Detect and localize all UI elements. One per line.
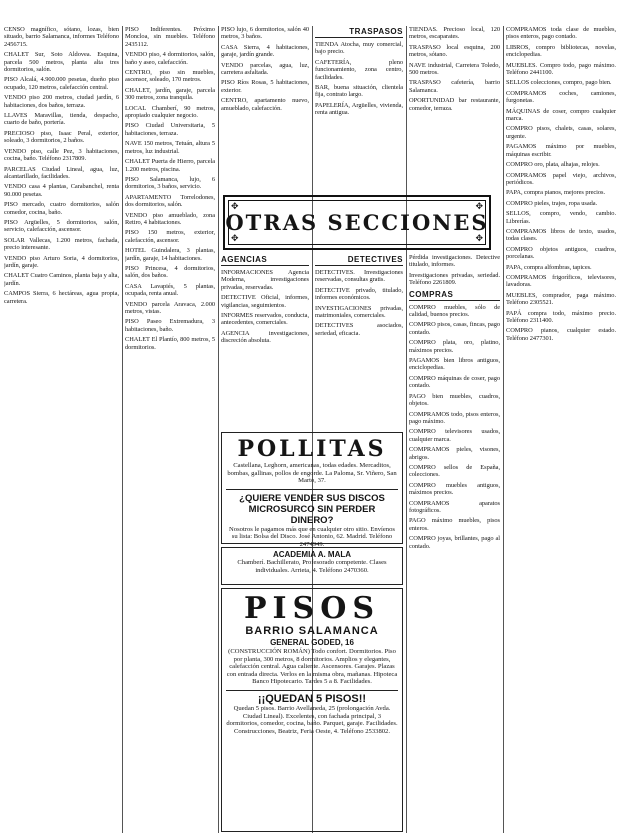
classified-ad: COMPRO pianos, cualquier estado. Teléfono 2477301. — [506, 327, 616, 342]
column-2 — [125, 26, 215, 834]
classified-ad: PARCELAS Ciudad Lineal, agua, luz, alcantarillado, facilidades. — [4, 165, 119, 180]
classified-ad: COMPRAMOS pieles, visones, abrigos. — [409, 446, 500, 461]
classified-ad: PRECIOSO piso, Isaac Peral, exterior, soleado, 3 dormitorios, 2 baños. — [4, 129, 119, 145]
classified-ad: COMPRAMOS frigoríficos, televisores, lavadoras. — [506, 273, 616, 289]
classified-ad: VENDO parcelas, agua, luz, carretera asfaltada. — [221, 61, 309, 77]
classified-ad: COMPRO oro, plata, alhajas, relojes. — [506, 161, 600, 169]
classified-ad: PISO 150 metros, exterior, calefacción, ascensor. — [125, 229, 215, 244]
section-head-detectives: DETECTIVES — [315, 255, 403, 266]
classified-ad: COMPRO pieles, trajes, ropa usada. — [506, 199, 598, 207]
classified-ad: COMPRO muebles antiguos, máximos precios. — [409, 481, 500, 497]
academia-text: Chamberí. Bachillerato, Profesorado competente. Clases individuales. Arrieta, 4. Teléfono 2470360. — [237, 559, 387, 574]
classified-ad: CHALET Sur, Soto Aldovea. Esquina, parcela 500 metros, planta alta tres dormitorios, salón. — [4, 51, 119, 74]
classified-ad: CASA Lavapiés, 5 plantas, ocupada, renta anual. — [125, 282, 215, 298]
classified-ad: SOLAR Vallecas, 1.200 metros, fachada, precio interesante. — [4, 236, 119, 252]
classified-ad: VENDO piso 200 metros, ciudad jardín, 6 habitaciones, dos baños, terraza. — [4, 94, 119, 109]
classified-ad: INFORMACIONES Agencia Moderna, investigaciones privadas, reservadas. — [221, 269, 309, 291]
classified-ad: PISO lujo, 6 dormitorios, salón 40 metros, 3 baños. — [221, 26, 309, 41]
ornament-icon: ✥ — [231, 233, 239, 243]
pisos-subtitle: BARRIO SALAMANCA — [245, 625, 379, 637]
classified-ad: PISO Ríos Rosas, 5 habitaciones, exterior. — [221, 79, 309, 94]
pollitas-ad — [221, 432, 403, 548]
classified-ad: SELLOS, compro, vendo, cambio. Librerías. — [506, 210, 616, 225]
classified-ad: MUEBLES, comprador, paga máximo. Teléfono 2305521. — [506, 291, 616, 307]
classified-ad: CENTRO, apartamento nuevo, amueblado, calefacción. — [221, 97, 309, 112]
column-6 — [506, 26, 616, 834]
classified-ad: COMPRO joyas, brillantes, pago al contado. — [409, 535, 500, 550]
column-1 — [4, 26, 119, 834]
classified-ad: DETECTIVES. Investigaciones reservadas, consultas gratis. — [315, 269, 403, 284]
column-5-top — [409, 26, 500, 191]
column-3-top — [221, 26, 309, 191]
classified-ad: MUEBLES. Compro todo, pago máximo. Teléfono 2441100. — [506, 61, 616, 77]
otras-secciones-banner — [223, 195, 491, 250]
column-4-top — [315, 26, 403, 191]
classified-ad: CENSO magnífico, sótano, lozas, bien situado, barrio Salamanca, informes Teléfono 2456715. — [4, 26, 119, 48]
classified-ad: AGENCIA investigaciones, discreción absoluta. — [221, 329, 309, 345]
classified-ad: COMPRAMOS toda clase de muebles, pisos enteros, pago contado. — [506, 26, 616, 41]
classified-ad: COMPRO muebles, sólo de calidad, buenos precios. — [409, 303, 500, 319]
classified-ad: PISO Paseo Extremadura, 3 habitaciones, baño. — [125, 318, 215, 333]
classified-ad: VENDO casa 4 plantas, Carabanchel, renta 90.000 pesetas. — [4, 183, 119, 198]
classified-ad: NAVE 150 metros, Tetuán, altura 5 metros, luz industrial. — [125, 140, 215, 155]
ornament-icon: ✥ — [231, 201, 239, 211]
classified-ad: CHALET El Plantío, 800 metros, 5 dormitorios. — [125, 336, 215, 351]
classified-ad: MÁQUINAS de coser, compro cualquier marca. — [506, 107, 616, 123]
classified-ad: CAFETERÍA, pleno funcionamiento, zona centro, facilidades. — [315, 58, 403, 81]
pisos-title: PISOS — [243, 591, 381, 626]
classified-ad: COMPRO televisores usados, cualquier marca. — [409, 428, 500, 443]
classified-ad: INVESTIGACIONES privadas, matrimoniales, comerciales. — [315, 304, 403, 320]
classified-ad: PAGO máximo muebles, pisos enteros. — [409, 517, 500, 532]
classified-ad: COMPRAMOS aparatos fotográficos. — [409, 499, 500, 514]
classified-ad: LIBROS, compro bibliotecas, novelas, enciclopedias. — [506, 43, 616, 59]
classified-ad: COMPRO sellos de España, colecciones. — [409, 463, 500, 479]
section-head-agencias: AGENCIAS — [221, 255, 309, 266]
classified-ad: TRASPASO cafetería, barrio Salamanca. — [409, 79, 500, 94]
pisos-detail: (CONSTRUCCIÓN ROMÁN) Todo confort. Dormitorios. Piso por planta, 300 metros, 8 dormitorios. Amplios y elegantes, calefacción central. Agua caliente. Ascensores. Garajes. Plazas con entrada directa. Verlos en la misma obra, mañanas. Hipoteca Banco Hipotecario. Tardes 5 a 8. Facilidades. — [226, 648, 398, 686]
banner-title: OTRAS SECCIONES — [225, 210, 489, 235]
classified-ad: VENDO piso Arturo Soria, 4 dormitorios, jardín, garaje. — [4, 254, 119, 269]
classified-ad: CHALET Puerta de Hierro, parcela 1.200 metros, piscina. — [125, 158, 215, 173]
classified-ad: PISO Indiferentes. Próximo Moncloa, sin muebles. Teléfono 2435112. — [125, 26, 215, 48]
classified-ad: PISO Argüelles, 5 dormitorios, salón, servicio, calefacción, ascensor. — [4, 218, 119, 234]
classified-ad: APARTAMENTO Torrelodones, dos dormitorios, salón. — [125, 193, 215, 209]
ornament-icon: ✥ — [475, 201, 483, 211]
academia-title: ACADEMIA A. MALA — [272, 550, 352, 559]
classified-ad: COMPRO pisos, chalets, casas, solares, urgente. — [506, 125, 616, 140]
classified-ad: OPORTUNIDAD bar restaurante, comedor, terraza. — [409, 97, 500, 112]
classified-ad: CHALET, jardín, garaje, parcela 300 metros, zona tranquila. — [125, 86, 215, 102]
pisos-ad — [221, 588, 403, 832]
classified-ad: TIENDAS. Precioso local, 120 metros, escaparates. — [409, 26, 500, 41]
classified-ad: PAPA, compra pianos, mejores precios. — [506, 189, 606, 197]
classified-ad: CAMPOS Sierra, 6 hectáreas, agua propia, carretera. — [4, 290, 119, 305]
section-head-compras: COMPRAS — [409, 290, 500, 301]
classified-ad: PISO Ciudad Universitaria, 5 habitaciones, terraza. — [125, 122, 215, 137]
section-head-traspasos: TRASPASOS — [315, 27, 403, 38]
classified-ad: TRASPASO local esquina, 200 metros, sótano. — [409, 43, 500, 59]
classified-ad: PAPÁ compra todo, máximo precio. Teléfono 2311400. — [506, 309, 616, 324]
ornament-icon: ✥ — [475, 233, 483, 243]
classified-ad: PAPELERÍA, Argüelles, vivienda, renta antigua. — [315, 101, 403, 117]
classified-ad: PISO Alcalá, 4.900.000 pesetas, dueño piso ocupado, 120 metros, calefacción central. — [4, 76, 119, 91]
pollitas-title: POLLITAS — [237, 436, 387, 462]
classified-ad: PAGAMOS bien libros antiguos, enciclopedias. — [409, 357, 500, 372]
detectives-section — [315, 254, 403, 429]
classified-ad: LLAVES Maravillas, tienda, despacho, cuarto de baño, portería. — [4, 112, 119, 127]
classified-ad: PAGAMOS máximo por muebles, máquinas escribir. — [506, 143, 616, 158]
classified-ad: CASA Sierra, 4 habitaciones, garaje, jardín grande. — [221, 43, 309, 59]
classified-ad: PAGO bien muebles, cuadros, objetos. — [409, 392, 500, 408]
classified-ad: CENTRO, piso sin muebles, ascensor, soleado, 170 metros. — [125, 69, 215, 84]
classified-ad: VENDO piso, 4 dormitorios, salón, baño y aseo, calefacción. — [125, 51, 215, 66]
classified-ad: COMPRAMOS libros de texto, usados, todas clases. — [506, 227, 616, 243]
discos-headline: ¿QUIERE VENDER SUS DISCOS MICROSURCO SIN PERDER DINERO? — [226, 489, 398, 526]
classified-ad: COMPRAMOS coches, camiones, furgonetas. — [506, 89, 616, 105]
classified-ad: TIENDA Atocha, muy comercial, bajo precio. — [315, 41, 403, 56]
classified-ad: HOTEL Guindalera, 3 plantas, jardín, garaje, 14 habitaciones. — [125, 247, 215, 262]
classified-ad: LOCAL Chamberí, 90 metros, apropiado cualquier negocio. — [125, 104, 215, 120]
academia-ad — [221, 547, 403, 585]
classified-ad: VENDO parcela Aravaca, 2.000 metros, vistas. — [125, 300, 215, 315]
classified-ad: CHALET Cuatro Caminos, planta baja y alta, jardín. — [4, 272, 119, 287]
classified-ad: PAPA, compra alfombras, tapices. — [506, 263, 592, 271]
classified-ad: VENDO piso, calle Pez, 3 habitaciones, cocina, baño. Teléfono 2317809. — [4, 147, 119, 163]
pisos-subtext: Quedan 5 pisos. Barrio Avellaneda, 25 (prolongación Avda. Ciudad Lineal). Excelentes, con fachada principal, 3 dormitorios, comedor, cocina, baño. Parquet, garaje. Facilidades. Construcciones, Beatriz, Feria Oeste, 4. Teléfono 2533802. — [226, 704, 398, 735]
classified-ad: SELLOS colecciones, compro, pago bien. — [506, 79, 612, 87]
classified-ad: COMPRAMOS papel viejo, archivos, periódicos. — [506, 171, 616, 186]
classified-ad: Investigaciones privadas, seriedad. Teléfono 2261809. — [409, 271, 500, 287]
classified-ad: Pérdida investigaciones. Detective titulado, informes. — [409, 254, 500, 269]
agencias-section — [221, 254, 309, 429]
pisos-subhead: ¡¡QUEDAN 5 PISOS!! — [226, 690, 398, 705]
classified-ad: BAR, buena situación, clientela fija, contrato largo. — [315, 84, 403, 99]
classified-ad: PISO mercado, cuatro dormitorios, salón comedor, cocina, baño. — [4, 201, 119, 216]
discos-text: Nosotros le pagamos más que en cualquier otro sitio. Envíenos su lista: Bolsa del Disco. José Antonio, 62. Madrid. Teléfono 2474949. — [229, 525, 395, 548]
classified-ad: NAVE industrial, Carretera Toledo, 500 metros. — [409, 61, 500, 77]
classified-ad: INFORMES reservados, conducta, antecedentes, comerciales. — [221, 312, 309, 327]
classified-ad: COMPRO objetos antiguos, cuadros, porcelanas. — [506, 245, 616, 261]
column-5-bottom — [409, 254, 500, 832]
classified-ad: VENDO piso amueblado, zona Retiro, 4 habitaciones. — [125, 211, 215, 226]
column-rule — [503, 26, 504, 833]
classified-ad: DETECTIVES asociados, seriedad, eficacia. — [315, 322, 403, 337]
classified-ad: PISO Salamanca, lujo, 6 dormitorios, 3 baños, servicio. — [125, 175, 215, 191]
column-rule — [218, 26, 219, 833]
classified-ad: COMPRO pisos, casas, fincas, pago contado. — [409, 321, 500, 336]
classified-ad: COMPRO máquinas de coser, pago contado. — [409, 374, 500, 390]
classified-ad: PISO Princesa, 4 dormitorios, salón, dos baños. — [125, 264, 215, 280]
pisos-address: GENERAL GODED, 16 — [270, 638, 354, 647]
classified-ad: COMPRAMOS todo, pisos enteros, pago máximo. — [409, 410, 500, 425]
classified-ad: DETECTIVE privado, titulado, informes económicos. — [315, 286, 403, 302]
column-rule — [406, 26, 407, 833]
column-rule — [122, 26, 123, 833]
pollitas-text: Castellana, Leghorn, americanas, todas edades. Mercaditos, bombas, gallinas, pollos de engorde. La Paloma, Sr. Viñero, San Marto, 37. — [227, 462, 397, 485]
classified-ad: COMPRO plata, oro, platino, máximos precios. — [409, 339, 500, 354]
classified-ad: DETECTIVE Oficial, informes, vigilancias, seguimientos. — [221, 294, 309, 309]
